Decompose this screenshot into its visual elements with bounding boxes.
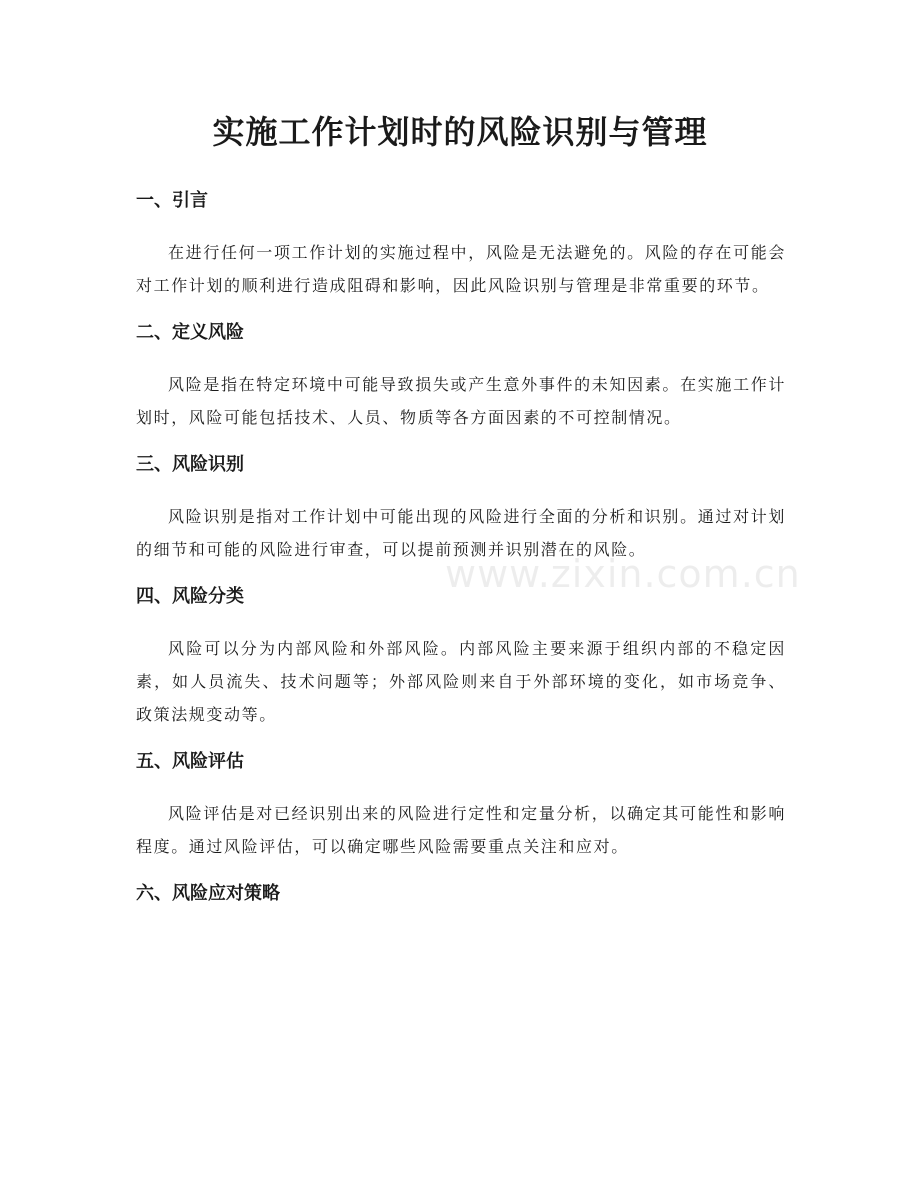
section-heading: 五、风险评估 bbox=[136, 751, 244, 772]
section-paragraph: 在进行任何一项工作计划的实施过程中，风险是无法避免的。风险的存在可能会对工作计划的顺利进行造成阻碍和影响，因此风险识别与管理是非常重要的环节。 bbox=[136, 243, 786, 295]
section-introduction bbox=[136, 186, 786, 302]
section-classification bbox=[136, 582, 786, 731]
section-heading: 二、定义风险 bbox=[136, 322, 244, 343]
section-paragraph: 风险评估是对已经识别出来的风险进行定性和定量分析，以确定其可能性和影响程度。通过风险评估，可以确定哪些风险需要重点关注和应对。 bbox=[136, 804, 786, 856]
section-paragraph: 风险是指在特定环境中可能导致损失或产生意外事件的未知因素。在实施工作计划时，风险可能包括技术、人员、物质等各方面因素的不可控制情况。 bbox=[136, 375, 786, 427]
section-heading: 一、引言 bbox=[136, 190, 208, 211]
watermark-text: www.zixin.com.cn bbox=[445, 552, 801, 596]
section-response-strategy bbox=[136, 879, 786, 909]
section-paragraph: 风险可以分为内部风险和外部风险。内部风险主要来源于组织内部的不稳定因素，如人员流失、技术问题等；外部风险则来自于外部环境的变化，如市场竞争、政策法规变动等。 bbox=[136, 639, 786, 724]
section-heading: 三、风险识别 bbox=[136, 454, 244, 475]
document-content bbox=[136, 186, 786, 929]
section-paragraph: 风险识别是指对工作计划中可能出现的风险进行全面的分析和识别。通过对计划的细节和可能的风险进行审查，可以提前预测并识别潜在的风险。 bbox=[136, 507, 786, 559]
section-heading: 六、风险应对策略 bbox=[136, 883, 280, 904]
section-definition bbox=[136, 318, 786, 434]
section-assessment bbox=[136, 747, 786, 863]
document-title: 实施工作计划时的风险识别与管理 bbox=[212, 113, 708, 151]
section-heading: 四、风险分类 bbox=[136, 586, 244, 607]
section-identification bbox=[136, 450, 786, 566]
